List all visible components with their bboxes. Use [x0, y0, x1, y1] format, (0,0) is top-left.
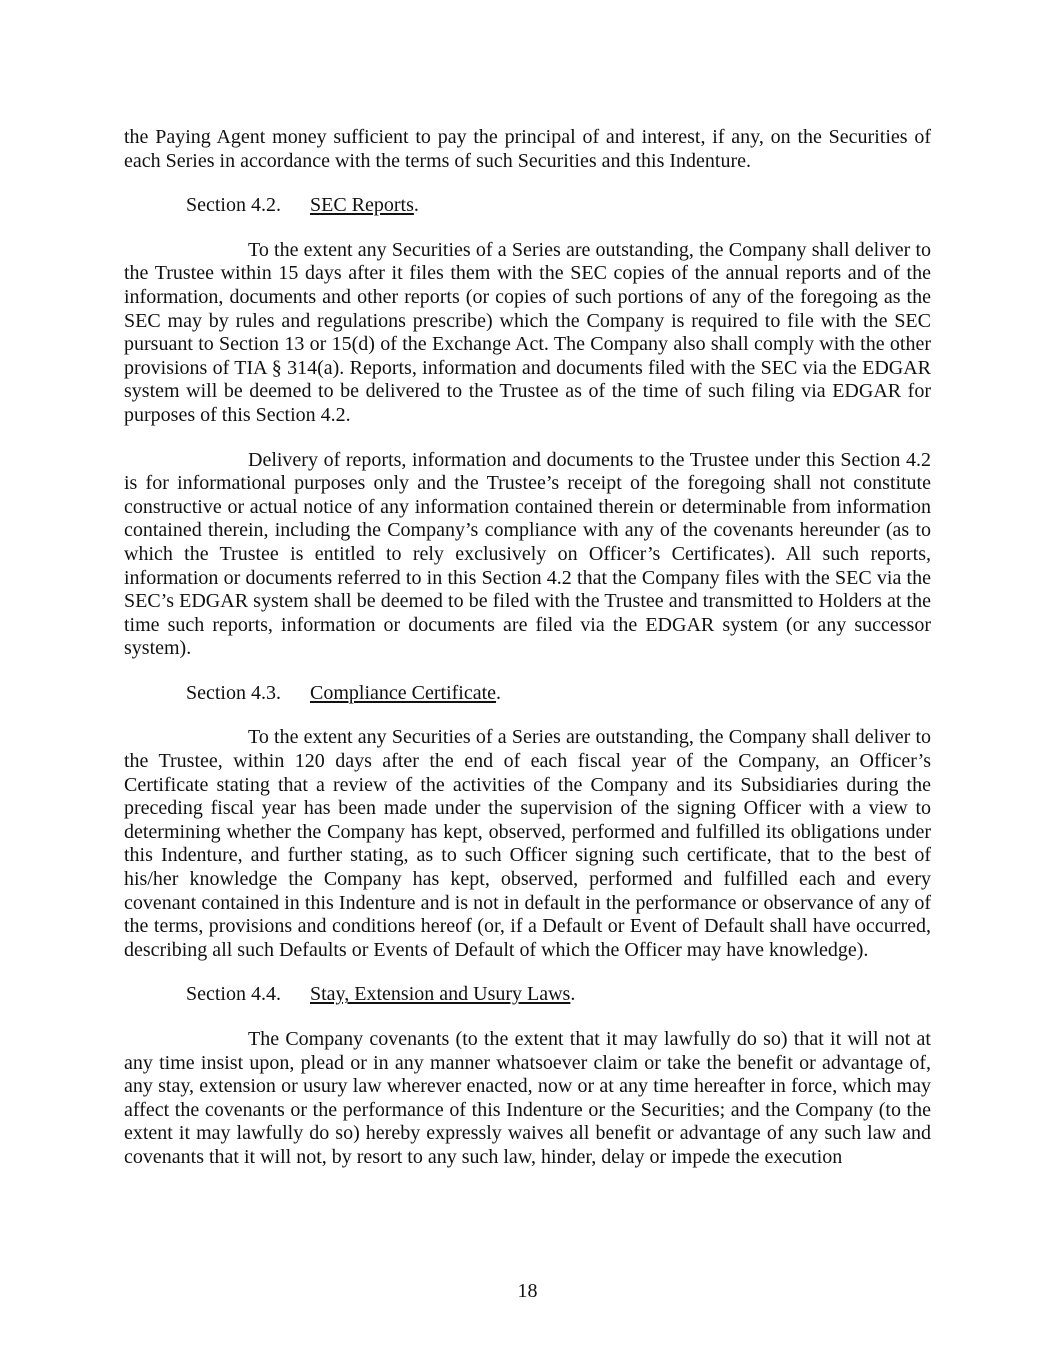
- section-4-3-paragraph-1: To the extent any Securities of a Series are outstanding, the Company shall deliver to the Trustee, within 120 days after the end of each fiscal year of the Company, an Officer’s Certificate stating that a review of the activities of the Company and its Subsidiaries during the preceding fiscal year has been made under the supervision of the signing Officer with a view to determining whether the Company has kept, observed, performed and fulfilled its obligations under this Indenture, and further stating, as to such Officer signing such certificate, that to the best of his/her knowledge the Company has kept, observed, performed and fulfilled each and every covenant contained in this Indenture and is not in default in the performance or observance of any of the terms, provisions and conditions hereof (or, if a Default or Event of Default shall have occurred, describing all such Defaults or Events of Default of which the Officer may have knowledge).: [124, 726, 931, 961]
- heading-period: .: [570, 983, 576, 1006]
- page-number: 18: [517, 1280, 538, 1302]
- section-title: Stay, Extension and Usury Laws: [310, 983, 571, 1006]
- document-body: [124, 126, 931, 1170]
- section-heading-4-4: [186, 983, 931, 1007]
- section-4-4-paragraph-1: The Company covenants (to the extent that it may lawfully do so) that it will not at any time insist upon, plead or in any manner whatsoever claim or take the benefit or advantage of, any stay, extension or usury law wherever enacted, now or at any time hereafter in force, which may affect the covenants or the performance of this Indenture or the Securities; and the Company (to the extent it may lawfully do so) hereby expressly waives all benefit or advantage of any such law and covenants that it will not, by resort to any such law, hinder, delay or impede the execution: [124, 1028, 931, 1168]
- section-heading-4-2: [186, 194, 931, 218]
- opening-paragraph: the Paying Agent money sufficient to pay the principal of and interest, if any, on the Securities of each Series in accordance with the terms of such Securities and this Indenture.: [124, 126, 931, 172]
- section-number: Section 4.3.: [186, 681, 281, 704]
- heading-period: .: [413, 194, 419, 217]
- section-heading-4-3: [186, 682, 931, 706]
- section-4-2-paragraph-2: Delivery of reports, information and documents to the Trustee under this Section 4.2 is for informational purposes only and the Trustee’s receipt of the foregoing shall not constitute constructive or actual notice of any information contained therein or determinable from information contained therein, including the Company’s compliance with any of the covenants hereunder (as to which the Trustee is entitled to rely exclusively on Officer’s Certificates). All such reports, information or documents referred to in this Section 4.2 that the Company files with the SEC via the SEC’s EDGAR system shall be deemed to be filed with the Trustee and transmitted to Holders at the time such reports, information or documents are filed via the EDGAR system (or any successor system).: [124, 448, 931, 660]
- section-title: SEC Reports: [310, 194, 414, 217]
- section-number: Section 4.2.: [186, 194, 281, 217]
- section-number: Section 4.4.: [186, 983, 281, 1006]
- section-title: Compliance Certificate: [310, 681, 497, 704]
- section-4-2-paragraph-1: To the extent any Securities of a Series are outstanding, the Company shall deliver to the Trustee within 15 days after it files them with the SEC copies of the annual reports and of the information, documents and other reports (or copies of such portions of any of the foregoing as the SEC may by rules and regulations prescribe) which the Company is required to file with the SEC pursuant to Section 13 or 15(d) of the Exchange Act. The Company also shall comply with the other provisions of TIA § 314(a). Reports, information and documents filed with the SEC via the EDGAR system will be deemed to be delivered to the Trustee as of the time of such filing via EDGAR for purposes of this Section 4.2.: [124, 238, 931, 426]
- heading-period: .: [496, 681, 502, 704]
